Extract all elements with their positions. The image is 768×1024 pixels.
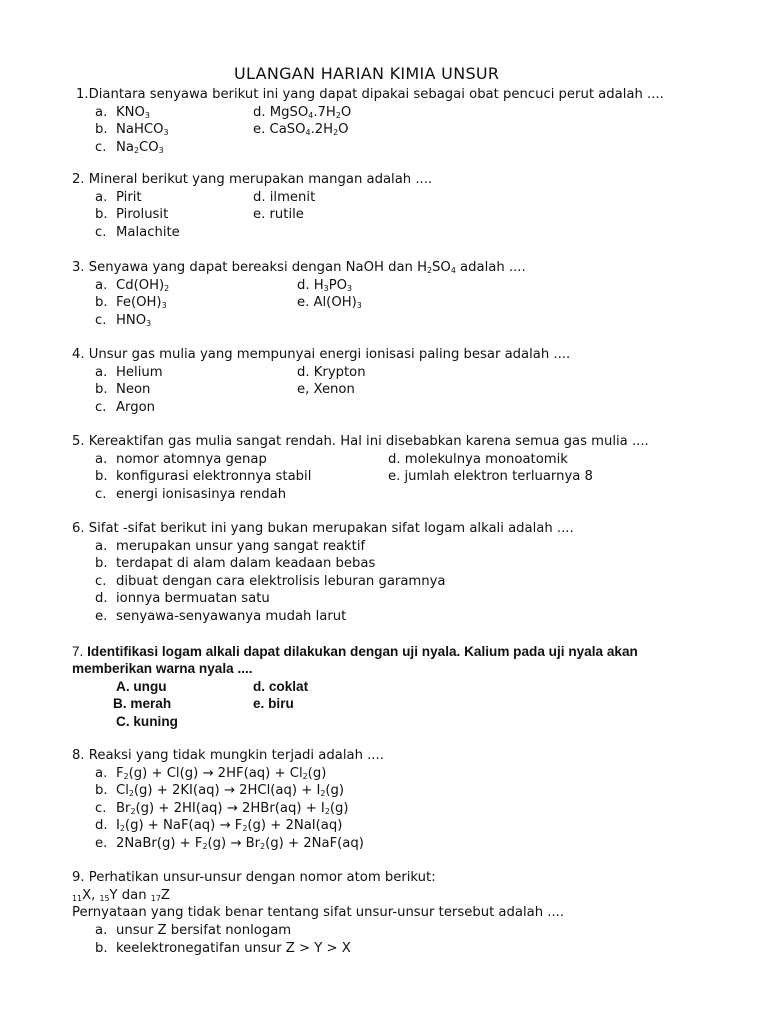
q5-b-marker: b. bbox=[95, 469, 108, 484]
q7-option-d: d. coklat bbox=[253, 679, 309, 694]
q1-option-b: NaHCO$_3$ bbox=[116, 122, 169, 137]
q1-option-d: d. $MgSO_4.7H_2O$ bbox=[253, 105, 352, 120]
q9-option-b: keelektronegatifan unsur Z > Y > X bbox=[116, 941, 351, 956]
q8-option-b: $Cl_2(g) + 2KI(aq) \to 2HCl(aq) + I_2(g)$ bbox=[116, 783, 345, 798]
question-2: 2. Mineral berikut yang merupakan mangan adalah .... bbox=[72, 172, 433, 187]
q1-b-marker: b. bbox=[95, 122, 108, 137]
q4-option-d: d. Krypton bbox=[297, 365, 366, 380]
q9-option-a: unsur Z bersifat nonlogam bbox=[116, 923, 292, 938]
question-1: 1.Diantara senyawa berikut ini yang dapat dipakai sebagai obat pencuci perut adalah .... bbox=[76, 87, 664, 102]
q5-option-e: e. jumlah elektron terluarnya 8 bbox=[388, 469, 593, 484]
question-8: 8. Reaksi yang tidak mungkin terjadi adalah .... bbox=[72, 748, 384, 763]
q5-option-c: energi ionisasinya rendah bbox=[116, 487, 287, 502]
page-title: ULANGAN HARIAN KIMIA UNSUR bbox=[234, 64, 500, 83]
q3-option-d: d. $H_3PO_3$ bbox=[297, 278, 353, 293]
q3-b-marker: b. bbox=[95, 295, 108, 310]
q5-c-marker: c. bbox=[95, 487, 107, 502]
q5-option-d: d. molekulnya monoatomik bbox=[388, 452, 568, 467]
q6-a-marker: a. bbox=[95, 539, 108, 554]
q1-option-c: $Na_2CO_3$ bbox=[116, 140, 164, 155]
q1-a-marker: a. bbox=[95, 105, 108, 120]
q9-statement: Pernyataan yang tidak benar tentang sifat unsur-unsur tersebut adalah .... bbox=[72, 905, 565, 920]
q2-option-c: Malachite bbox=[116, 225, 180, 240]
q6-option-e: senyawa-senyawanya mudah larut bbox=[116, 609, 347, 624]
q1-option-a: $KNO_3$ bbox=[116, 105, 150, 120]
q7-option-b: B. merah bbox=[113, 696, 172, 711]
q2-c-marker: c. bbox=[95, 225, 107, 240]
question-3: 3. Senyawa yang dapat bereaksi dengan NaOH dan $H_2SO_4$ adalah .... bbox=[72, 260, 526, 275]
q2-option-e: e. rutile bbox=[253, 207, 304, 222]
q2-option-a: Pirit bbox=[116, 190, 142, 205]
q6-option-c: dibuat dengan cara elektrolisis leburan garamnya bbox=[116, 574, 446, 589]
q8-option-c: $Br_2(g) + 2HI(aq) \to 2HBr(aq) + I_2(g)$ bbox=[116, 801, 349, 816]
q6-option-d: ionnya bermuatan satu bbox=[116, 591, 270, 606]
q6-e-marker: e. bbox=[95, 609, 108, 624]
q8-a-marker: a. bbox=[95, 766, 108, 781]
q3-option-b: $Fe(OH)_3$ bbox=[116, 295, 167, 310]
q4-option-a: Helium bbox=[116, 365, 163, 380]
q5-option-a: nomor atomnya genap bbox=[116, 452, 267, 467]
q6-d-marker: d. bbox=[95, 591, 108, 606]
q8-option-e: 2NaBr(g) + $F_2(g) \to Br_2(g) + 2NaF(aq)$ bbox=[116, 836, 364, 851]
question-4: 4. Unsur gas mulia yang mempunyai energi ionisasi paling besar adalah .... bbox=[72, 347, 571, 362]
q8-d-marker: d. bbox=[95, 818, 108, 833]
q8-c-marker: c. bbox=[95, 801, 107, 816]
q8-option-a: $F_2(g) + Cl(g) \to 2HF(aq) + Cl_2(g)$ bbox=[116, 766, 327, 781]
q7-option-a: A. ungu bbox=[116, 679, 167, 694]
q5-option-b: konfigurasi elektronnya stabil bbox=[116, 469, 312, 484]
q2-option-b: Pirolusit bbox=[116, 207, 169, 222]
q3-a-marker: a. bbox=[95, 278, 108, 293]
q8-option-d: $I_2(g) + NaF(aq) \to F_2(g) + 2NaI(aq)$ bbox=[116, 818, 343, 833]
q5-a-marker: a. bbox=[95, 452, 108, 467]
q3-option-e: e. $Al(OH)_3$ bbox=[297, 295, 362, 310]
q4-c-marker: c. bbox=[95, 400, 107, 415]
q6-option-b: terdapat di alam dalam keadaan bebas bbox=[116, 556, 376, 571]
q9-elements: $_{11}$X, $_{15}$Y dan $_{17}$Z bbox=[72, 888, 170, 903]
q3-option-c: $HNO_3$ bbox=[116, 313, 152, 328]
q6-b-marker: b. bbox=[95, 556, 108, 571]
q9-a-marker: a. bbox=[95, 923, 108, 938]
q9-b-marker: b. bbox=[95, 941, 108, 956]
q4-b-marker: b. bbox=[95, 382, 108, 397]
question-7: 7. Identifikasi logam alkali dapat dilakukan dengan uji nyala. Kalium pada uji nyala akan bbox=[72, 644, 638, 659]
q4-option-b: Neon bbox=[116, 382, 151, 397]
q6-option-a: merupakan unsur yang sangat reaktif bbox=[116, 539, 366, 554]
q3-option-a: $Cd(OH)_2$ bbox=[116, 278, 170, 293]
q4-option-e: e, Xenon bbox=[297, 382, 355, 397]
question-9: 9. Perhatikan unsur-unsur dengan nomor atom berikut: bbox=[72, 870, 436, 885]
q3-c-marker: c. bbox=[95, 313, 107, 328]
q4-option-c: Argon bbox=[116, 400, 156, 415]
q6-c-marker: c. bbox=[95, 574, 107, 589]
q8-b-marker: b. bbox=[95, 783, 108, 798]
question-6: 6. Sifat -sifat berikut ini yang bukan merupakan sifat logam alkali adalah .... bbox=[72, 521, 574, 536]
q1-c-marker: c. bbox=[95, 140, 107, 155]
q4-a-marker: a. bbox=[95, 365, 108, 380]
q7-option-e: e. biru bbox=[253, 696, 294, 711]
q1-option-e: e. $CaSO_4.2H_2O$ bbox=[253, 122, 349, 137]
q7-option-c: C. kuning bbox=[116, 714, 178, 729]
q2-b-marker: b. bbox=[95, 207, 108, 222]
question-7-line-2: memberikan warna nyala .... bbox=[72, 661, 253, 676]
q8-e-marker: e. bbox=[95, 836, 108, 851]
question-5: 5. Kereaktifan gas mulia sangat rendah. Hal ini disebabkan karena semua gas mulia .... bbox=[72, 434, 649, 449]
q2-a-marker: a. bbox=[95, 190, 108, 205]
q2-option-d: d. ilmenit bbox=[253, 190, 316, 205]
